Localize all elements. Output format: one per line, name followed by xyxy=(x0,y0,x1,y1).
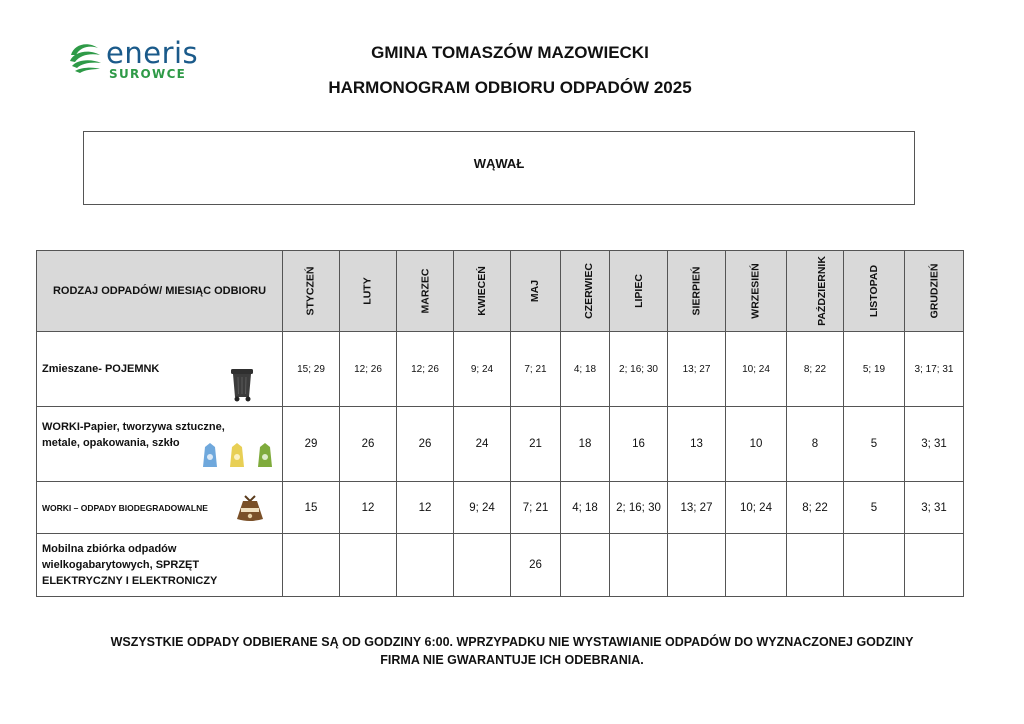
footer-line-2: FIRMA NIE GWARANTUJE ICH ODEBRANIA. xyxy=(380,653,644,667)
month-label: SIERPIEŃ xyxy=(690,266,703,316)
value-cell: 15 xyxy=(283,482,340,534)
footer-line-1: WSZYSTKIE ODPADY ODBIERANE SĄ OD GODZINY 6:00. WPRZYPADKU NIE WYSTAWIANIE ODPADÓW DO WYZNACZONEJ GODZINY xyxy=(110,635,914,649)
month-header xyxy=(454,251,511,332)
value-cell: 26 xyxy=(511,534,561,597)
month-label: KWIECEŃ xyxy=(476,266,488,316)
value-cell xyxy=(283,534,340,597)
value-cell: 26 xyxy=(397,407,454,482)
waste-type-bio xyxy=(37,482,283,534)
value-cell: 15; 29 xyxy=(283,332,340,407)
value-cell xyxy=(844,534,905,597)
waste-type-label: WORKI-Papier, tworzywa sztuczne, metale, opakowania, szkło xyxy=(42,421,225,449)
month-header xyxy=(844,251,905,332)
month-header xyxy=(726,251,787,332)
value-cell xyxy=(561,534,610,597)
value-cell: 10; 24 xyxy=(726,482,787,534)
value-cell xyxy=(905,534,964,597)
value-cell: 5 xyxy=(844,407,905,482)
logo-brand: eneris xyxy=(106,36,199,70)
month-label: WRZESIEŃ xyxy=(749,263,762,319)
value-cell: 13 xyxy=(668,407,726,482)
value-cell: 4; 18 xyxy=(561,332,610,407)
value-cell: 5; 19 xyxy=(844,332,905,407)
month-label: LISTOPAD xyxy=(868,264,880,318)
month-label: CZERWIEC xyxy=(582,263,595,319)
value-cell: 3; 17; 31 xyxy=(905,332,964,407)
month-label: LUTY xyxy=(361,277,374,305)
value-cell: 2; 16; 30 xyxy=(610,332,668,407)
value-cell: 21 xyxy=(511,407,561,482)
value-cell xyxy=(397,534,454,597)
value-cell: 5 xyxy=(844,482,905,534)
value-cell: 13; 27 xyxy=(668,482,726,534)
value-cell: 3; 31 xyxy=(905,407,964,482)
waste-type-label: WORKI – ODPADY BIODEGRADOWALNE xyxy=(42,502,208,513)
value-cell: 16 xyxy=(610,407,668,482)
month-header xyxy=(610,251,668,332)
month-header xyxy=(340,251,397,332)
value-cell: 10; 24 xyxy=(726,332,787,407)
page-subtitle: HARMONOGRAM ODBIORU ODPADÓW 2025 xyxy=(328,78,692,97)
month-header xyxy=(511,251,561,332)
value-cell xyxy=(787,534,844,597)
value-cell: 4; 18 xyxy=(561,482,610,534)
value-cell: 12; 26 xyxy=(397,332,454,407)
value-cell: 2; 16; 30 xyxy=(610,482,668,534)
schedule-table xyxy=(36,250,964,597)
value-cell: 9; 24 xyxy=(454,482,511,534)
table-row xyxy=(37,332,964,407)
eneris-logo xyxy=(68,38,218,82)
waste-type-recyclables xyxy=(37,407,283,482)
value-cell: 26 xyxy=(340,407,397,482)
table-header-row xyxy=(37,251,964,332)
month-header xyxy=(561,251,610,332)
value-cell: 12 xyxy=(340,482,397,534)
footer-notice xyxy=(50,633,974,669)
month-label: PAŹDZIERNIK xyxy=(815,256,828,326)
month-label: MARZEC xyxy=(418,268,431,314)
value-cell: 12; 26 xyxy=(340,332,397,407)
value-cell xyxy=(668,534,726,597)
value-cell: 8; 22 xyxy=(787,332,844,407)
logo-subtitle: SUROWCE xyxy=(109,67,187,81)
value-cell: 29 xyxy=(283,407,340,482)
value-cell: 18 xyxy=(561,407,610,482)
month-header xyxy=(283,251,340,332)
value-cell: 3; 31 xyxy=(905,482,964,534)
value-cell: 7; 21 xyxy=(511,482,561,534)
value-cell xyxy=(726,534,787,597)
month-header xyxy=(397,251,454,332)
recycling-bags-icon xyxy=(201,441,281,471)
waste-type-mixed xyxy=(37,332,283,407)
value-cell xyxy=(340,534,397,597)
month-label: STYCZEŃ xyxy=(304,266,317,316)
table-row xyxy=(37,482,964,534)
waste-type-label: Mobilna zbiórka odpadów wielkogabarytowych, SPRZĘT ELEKTRYCZNY I ELEKTRONICZY xyxy=(42,543,218,587)
value-cell xyxy=(610,534,668,597)
bio-bag-icon xyxy=(233,492,267,524)
value-cell: 13; 27 xyxy=(668,332,726,407)
table-row xyxy=(37,534,964,597)
month-label: LIPIEC xyxy=(632,274,645,308)
value-cell: 9; 24 xyxy=(454,332,511,407)
page-title: GMINA TOMASZÓW MAZOWIECKI xyxy=(371,43,649,62)
value-cell xyxy=(454,534,511,597)
month-label: MAJ xyxy=(529,279,542,303)
month-header xyxy=(668,251,726,332)
value-cell: 10 xyxy=(726,407,787,482)
eneris-leaf-icon xyxy=(68,42,104,76)
month-header xyxy=(905,251,964,332)
value-cell: 8; 22 xyxy=(787,482,844,534)
table-row xyxy=(37,407,964,482)
area-box xyxy=(83,131,915,205)
waste-type-bulky xyxy=(37,534,283,597)
table-header-label: RODZAJ ODPADÓW/ MIESIĄC ODBIORU xyxy=(37,251,283,332)
month-header xyxy=(787,251,844,332)
trash-bin-icon xyxy=(229,366,257,402)
value-cell: 24 xyxy=(454,407,511,482)
waste-type-label: Zmieszane- POJEMNK xyxy=(42,363,160,375)
value-cell: 8 xyxy=(787,407,844,482)
area-name: WĄWAŁ xyxy=(473,156,525,171)
value-cell: 7; 21 xyxy=(511,332,561,407)
month-label: GRUDZIEŃ xyxy=(928,263,940,319)
value-cell: 12 xyxy=(397,482,454,534)
